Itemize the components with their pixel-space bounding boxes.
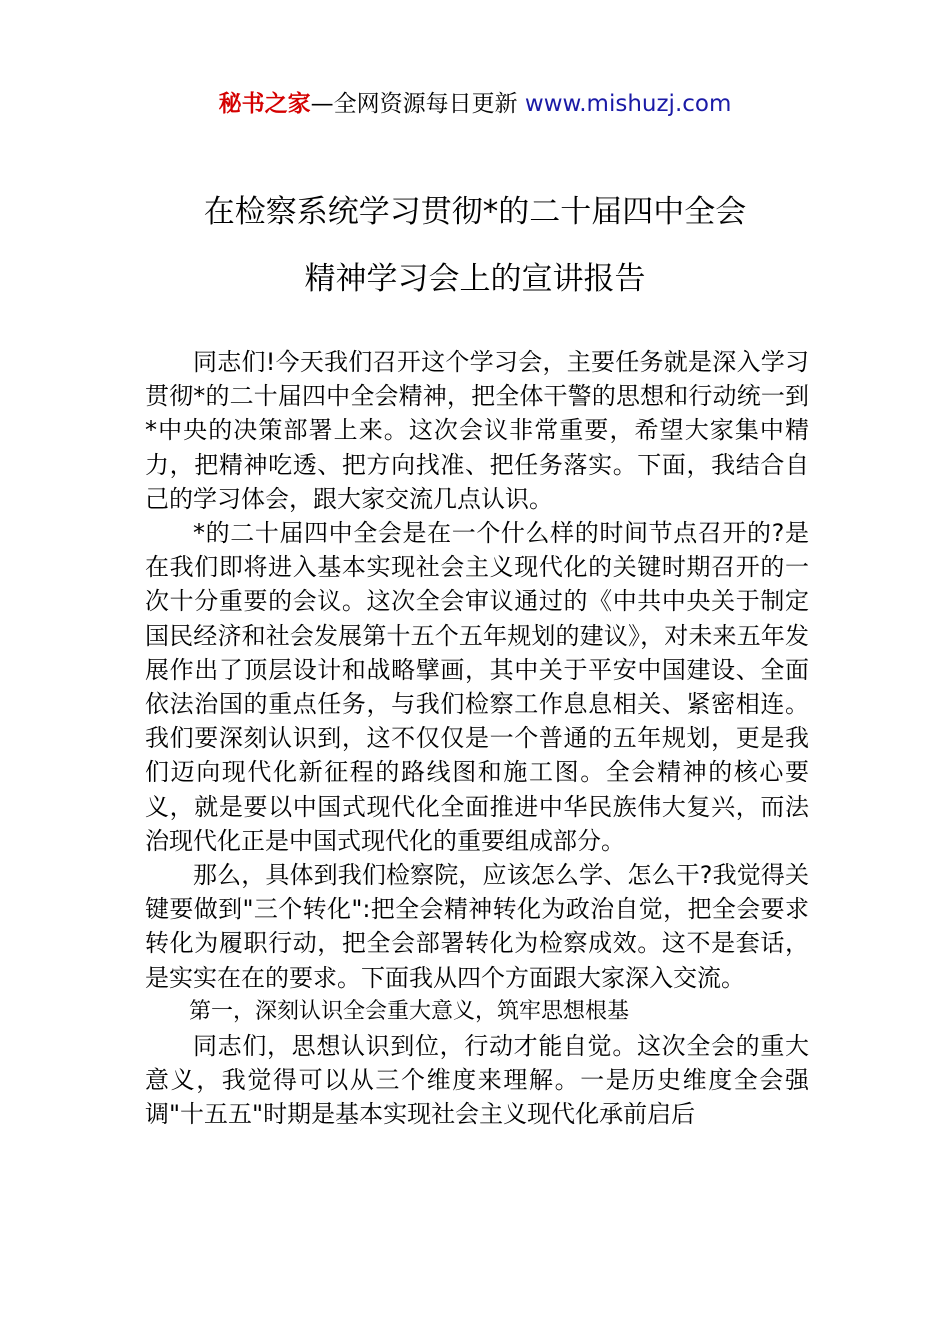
document-body — [145, 345, 809, 1132]
paragraph-first-section: 同志们，思想认识到位，行动才能自觉。这次全会的重大意义，我觉得可以从三个维度来理解。一是历史维度全会强调"十五五"时期是基本实现社会主义现代化承前启后 — [145, 1032, 809, 1129]
site-header — [0, 88, 950, 120]
paragraph-opening: 同志们!今天我们召开这个学习会，主要任务就是深入学习贯彻*的二十届四中全会精神，把全体干警的思想和行动统一到*中央的决策部署上来。这次会议非常重要，希望大家集中精力，把精神吃透、把方向找准、把任务落实。下面，我结合自己的学习体会，跟大家交流几点认识。 — [145, 348, 809, 513]
site-tagline: —全网资源每日更新 — [310, 91, 518, 117]
site-brand: 秘书之家 — [218, 91, 311, 117]
section-heading-first: 第一，深刻认识全会重大意义，筑牢思想根基 — [189, 998, 630, 1024]
site-url-link[interactable]: www.mishuzj.com — [524, 91, 732, 117]
document-title-line-1: 在检察系统学习贯彻*的二十届四中全会 — [203, 194, 747, 230]
paragraph-three-transformations: 那么，具体到我们检察院，应该怎么学、怎么干?我觉得关键要做到"三个转化":把全会精神转化为政治自觉，把全会要求转化为履职行动，把全会部署转化为检察成效。这不是套话，是实实在在的要求。下面我从四个方面跟大家深入交流。 — [145, 861, 809, 992]
paragraph-background: *的二十届四中全会是在一个什么样的时间节点召开的?是在我们即将进入基本实现社会主义现代化的关键时期召开的一次十分重要的会议。这次全会审议通过的《中共中央关于制定国民经济和社会发展第十五个五年规划的建议》，对未来五年发展作出了顶层设计和战略擘画，其中关于平安中国建设、全面依法治国的重点任务，与我们检察工作息息相关、紧密相连。我们要深刻认识到，这不仅仅是一个普通的五年规划，更是我们迈向现代化新征程的路线图和施工图。全会精神的核心要义，就是要以中国式现代化全面推进中华民族伟大复兴，而法治现代化正是中国式现代化的重要组成部分。 — [145, 519, 809, 855]
document-title-line-2: 精神学习会上的宣讲报告 — [304, 261, 646, 297]
